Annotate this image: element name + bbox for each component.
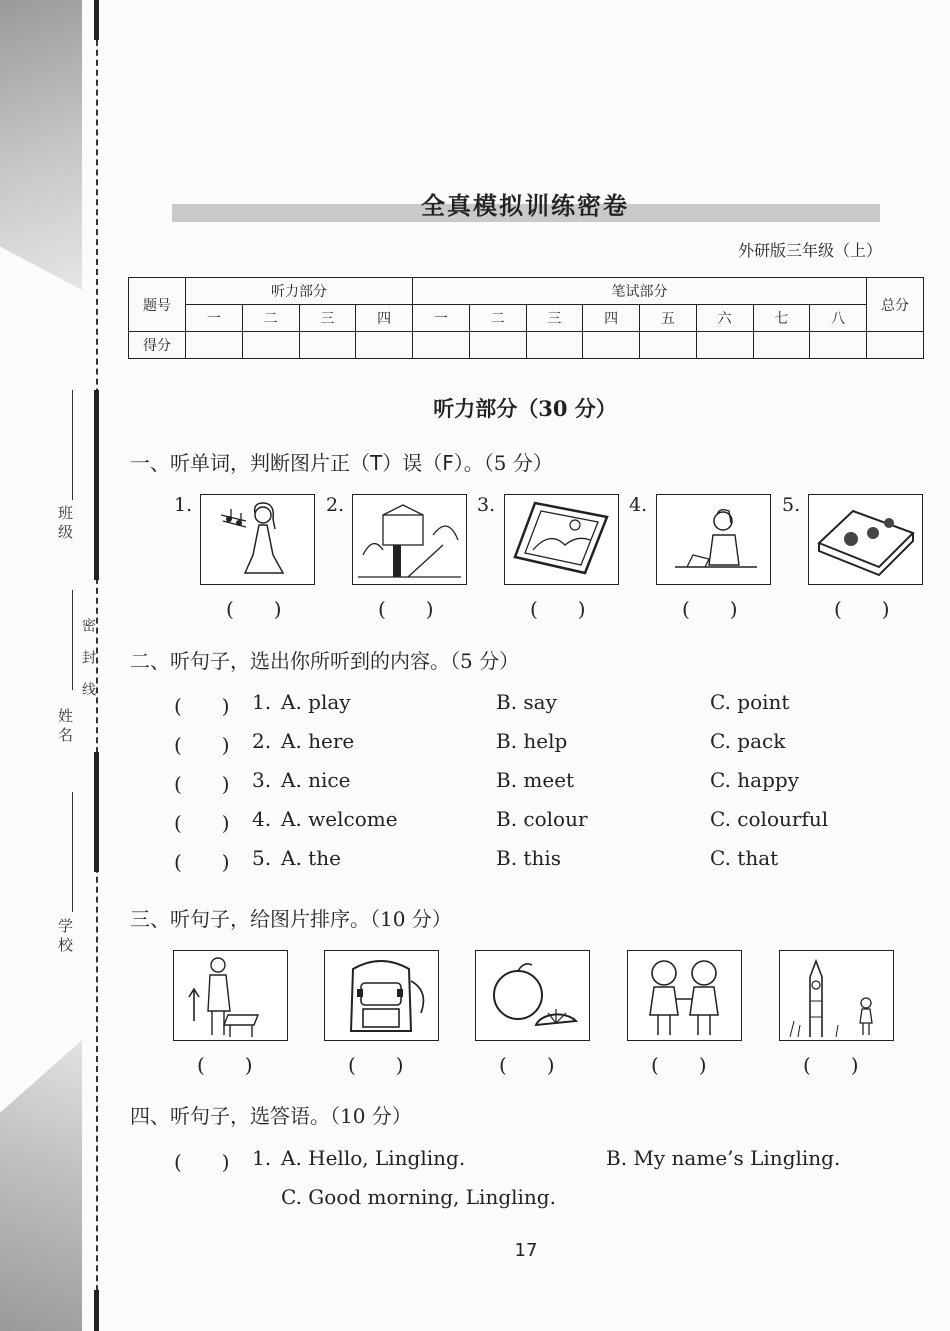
score-cell[interactable]: [753, 332, 810, 359]
score-cell[interactable]: [583, 332, 640, 359]
q2-option-a: A. the: [281, 846, 341, 870]
score-cell-total[interactable]: [867, 332, 924, 359]
q1-points: （5 分）: [483, 451, 553, 475]
q3-answer-paren[interactable]: ( ): [499, 1053, 555, 1077]
q2-answer-paren[interactable]: ( ): [174, 772, 230, 796]
q2-item-number: 5.: [252, 846, 272, 870]
binding-gray-band-top: [0, 0, 82, 290]
q3-heading-text: 三、听句子，给图片排序。: [130, 907, 370, 931]
q2-answer-paren[interactable]: ( ): [174, 694, 230, 718]
col-written-1: 一: [413, 305, 470, 332]
q1-number: 2.: [326, 494, 345, 516]
q2-option-c: C. point: [710, 690, 790, 714]
q4-answer-paren[interactable]: ( ): [174, 1150, 230, 1174]
q2-heading: [130, 645, 519, 674]
school-bag-icon: [325, 951, 438, 1040]
col-listening-2: 二: [242, 305, 299, 332]
q4-option-a: A. Hello, Lingling.: [281, 1146, 466, 1170]
q2-answer-paren[interactable]: ( ): [174, 850, 230, 874]
q2-option-c: C. happy: [710, 768, 800, 792]
pencil-box-icon: [809, 495, 922, 584]
score-cell[interactable]: [810, 332, 867, 359]
girl-singing-icon: [201, 495, 314, 584]
school-gate-icon: [353, 495, 466, 584]
q1-answer-paren[interactable]: ( ): [530, 597, 586, 621]
q3-picture-school-bag: [324, 950, 439, 1041]
q2-option-c: C. colourful: [710, 807, 829, 831]
question-no-header: 题号: [129, 278, 186, 332]
score-cell[interactable]: [469, 332, 526, 359]
q2-option-a: A. nice: [281, 768, 351, 792]
q2-option-b: B. meet: [496, 768, 575, 792]
q2-option-a: A. welcome: [281, 807, 398, 831]
q4-heading: [130, 1100, 412, 1129]
name-label: 姓名: [56, 708, 74, 746]
q3-picture-two-girls: [627, 950, 742, 1041]
big-ben-icon: [780, 951, 893, 1040]
school-label: 学校: [56, 918, 74, 956]
q3-answer-paren[interactable]: ( ): [197, 1053, 253, 1077]
score-cell[interactable]: [413, 332, 470, 359]
q4-item: [0, 1146, 950, 1216]
col-listening-4: 四: [356, 305, 413, 332]
class-label: 班级: [56, 505, 74, 543]
q1-picture-girl-reading: [656, 494, 771, 585]
q2-option-b: B. say: [496, 690, 557, 714]
q4-heading-text: 四、听句子，选答语。: [130, 1104, 330, 1128]
q2-item-number: 4.: [252, 807, 272, 831]
score-cell[interactable]: [242, 332, 299, 359]
q1-answer-paren[interactable]: ( ): [378, 597, 434, 621]
q2-option-c: C. pack: [710, 729, 786, 753]
q2-option-b: B. help: [496, 729, 568, 753]
col-listening-1: 一: [186, 305, 243, 332]
score-cell[interactable]: [186, 332, 243, 359]
q2-item: [0, 729, 950, 757]
written-part-header: 笔试部分: [413, 278, 867, 305]
picture-frame-icon: [505, 495, 618, 584]
q2-item-number: 1.: [252, 690, 272, 714]
two-girls-icon: [628, 951, 741, 1040]
q3-picture-stand-up: [173, 950, 288, 1041]
q1-picture-girl-singing: [200, 494, 315, 585]
q2-option-c: C. that: [710, 846, 779, 870]
q3-answer-paren[interactable]: ( ): [803, 1053, 859, 1077]
orange-icon: [476, 951, 589, 1040]
listening-part-header: 听力部分: [186, 278, 413, 305]
seal-label: 密 封 线: [80, 618, 96, 698]
q3-picture-orange: [475, 950, 590, 1041]
q3-heading: [130, 903, 452, 932]
score-cell[interactable]: [356, 332, 413, 359]
q4-option-b: B. My name’s Lingling.: [606, 1146, 841, 1170]
q1-answer-paren[interactable]: ( ): [682, 597, 738, 621]
q2-option-b: B. this: [496, 846, 561, 870]
q2-item: [0, 768, 950, 796]
col-written-6: 六: [696, 305, 753, 332]
q2-item-number: 2.: [252, 729, 272, 753]
q2-item-number: 3.: [252, 768, 272, 792]
q1-number: 3.: [477, 494, 496, 516]
q1-picture-school-gate: [352, 494, 467, 585]
page-title: 全真模拟训练密卷: [421, 192, 629, 220]
col-written-5: 五: [640, 305, 697, 332]
score-cell[interactable]: [640, 332, 697, 359]
q4-item-number: 1.: [252, 1146, 272, 1170]
q1-answer-paren[interactable]: ( ): [226, 597, 282, 621]
q2-heading-text: 二、听句子，选出你所听到的内容。: [130, 649, 450, 673]
q2-option-a: A. here: [281, 729, 355, 753]
q4-option-c: C. Good morning, Lingling.: [281, 1185, 556, 1209]
q2-item: [0, 690, 950, 718]
q1-heading-text: 一、听单词，判断图片正（T）误（F）。: [130, 451, 484, 475]
q2-points: （5 分）: [450, 649, 520, 673]
girl-reading-icon: [657, 495, 770, 584]
q3-points: （10 分）: [370, 907, 452, 931]
edition-label: 外研版三年级（上）: [737, 241, 882, 260]
girl-stand-up-icon: [174, 951, 287, 1040]
q1-number: 4.: [629, 494, 648, 516]
q3-picture-big-ben: [779, 950, 894, 1041]
total-header: 总分: [867, 278, 924, 332]
q1-picture-frame: [504, 494, 619, 585]
q3-answer-paren[interactable]: ( ): [651, 1053, 707, 1077]
q2-item: [0, 807, 950, 835]
col-written-3: 三: [526, 305, 583, 332]
col-written-7: 七: [753, 305, 810, 332]
q1-heading: [130, 447, 553, 476]
q2-answer-paren[interactable]: ( ): [174, 811, 230, 835]
section-title: 听力部分（30 分）: [433, 396, 617, 421]
q1-answer-paren[interactable]: ( ): [834, 597, 890, 621]
q4-points: （10 分）: [330, 1104, 412, 1128]
score-cell[interactable]: [526, 332, 583, 359]
col-listening-3: 三: [299, 305, 356, 332]
col-written-2: 二: [469, 305, 526, 332]
score-cell[interactable]: [696, 332, 753, 359]
q2-answer-paren[interactable]: ( ): [174, 733, 230, 757]
q2-item: [0, 846, 950, 874]
q1-number: 5.: [782, 494, 801, 516]
q1-picture-pencil-box: [808, 494, 923, 585]
page-number: 17: [514, 1240, 538, 1261]
q2-option-a: A. play: [281, 690, 351, 714]
name-write-line[interactable]: [72, 590, 73, 690]
seal-solid-segment: [94, 1290, 99, 1331]
q3-answer-paren[interactable]: ( ): [348, 1053, 404, 1077]
col-written-8: 八: [810, 305, 867, 332]
q1-number: 1.: [174, 494, 193, 516]
q2-option-b: B. colour: [496, 807, 588, 831]
col-written-4: 四: [583, 305, 640, 332]
score-cell[interactable]: [299, 332, 356, 359]
score-table: [128, 277, 924, 359]
seal-solid-segment: [94, 0, 99, 40]
score-row-label: 得分: [129, 332, 186, 359]
